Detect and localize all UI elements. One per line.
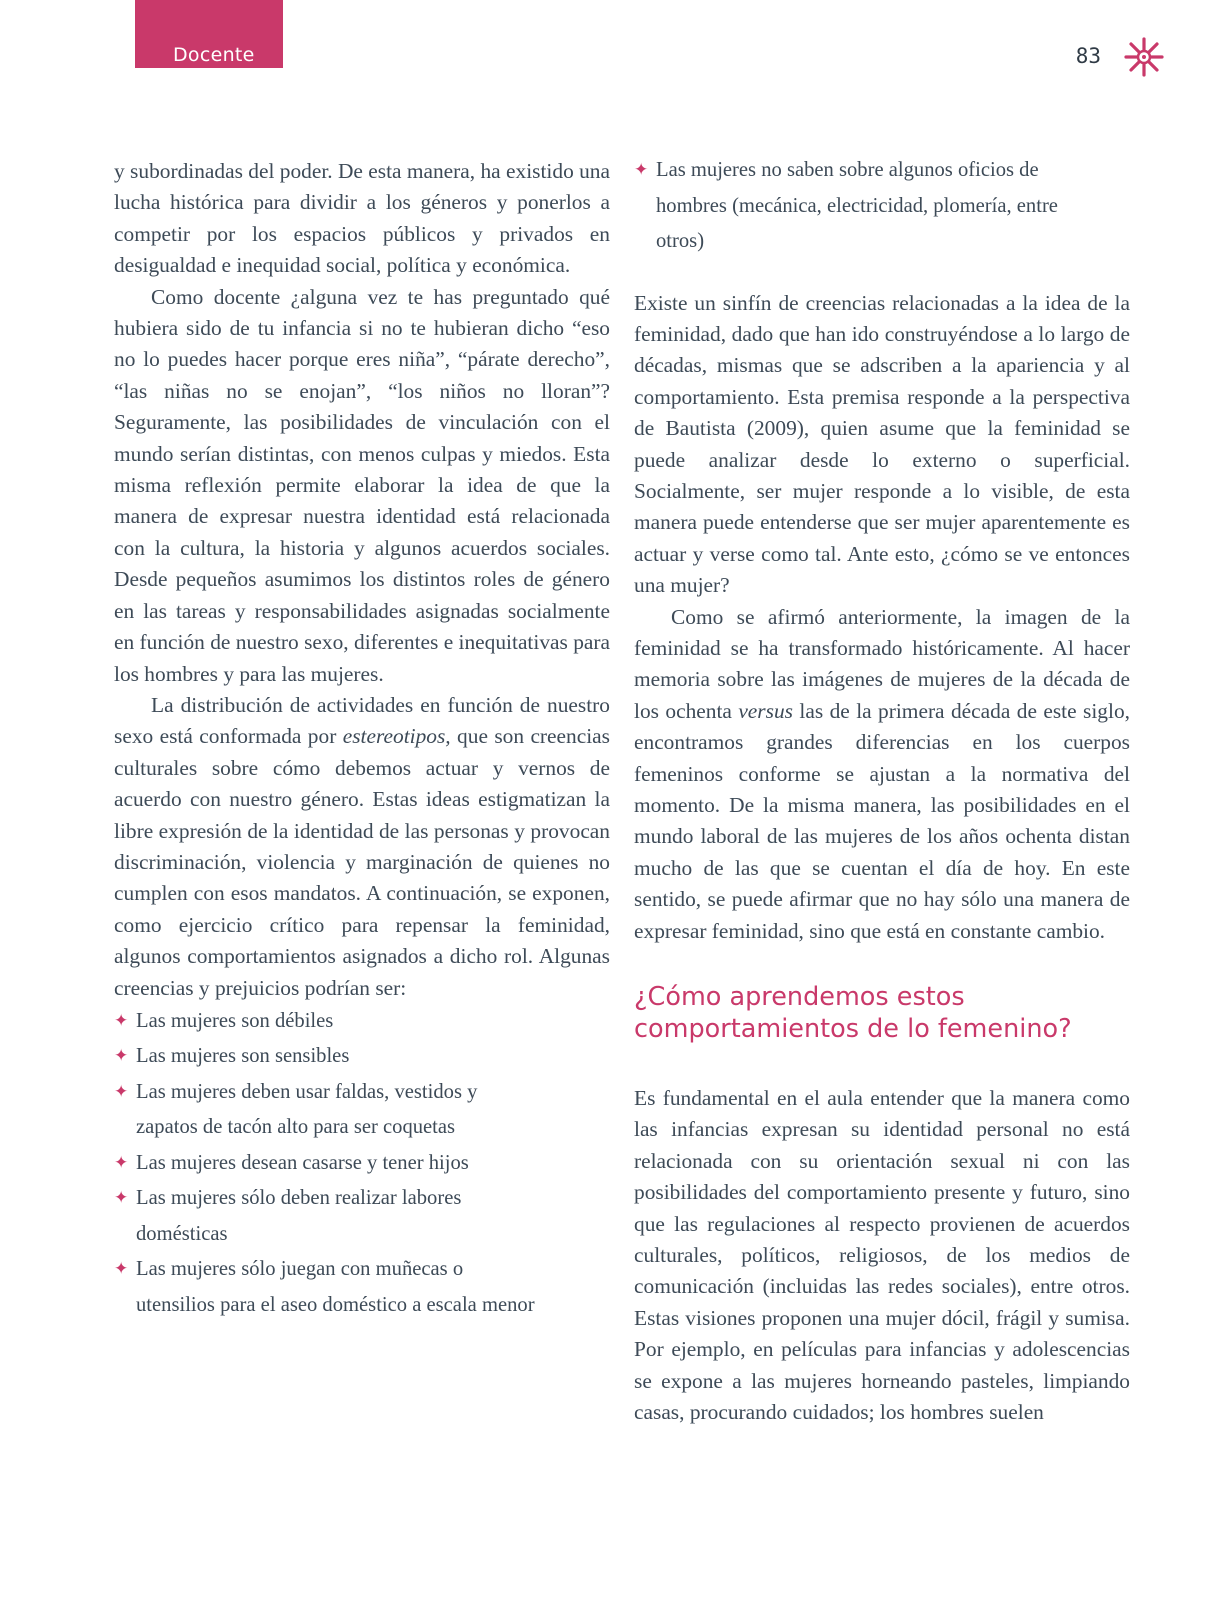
list-item-text: Las mujeres no saben sobre algunos oficios de hombres (mecánica, electricidad, plomería, entre otros) [656,159,1058,252]
section-tab [135,0,283,68]
emphasis-term: versus [738,698,793,723]
paragraph-text: que son creencias culturales sobre cómo debemos actuar y vernos de acuerdo con nuestro género. Estas ideas estigmatizan la libre expresión de la identidad de las personas y provocan discriminación, violencia y marginación de quienes no cumplen con esos mandatos. A continuación, se exponen, como ejercicio crítico para repensar la feminidad, algunos comportamientos asignados a dicho rol. Algunas creencias y prejuicios podrían ser: [114,724,610,1000]
bullet-icon: ✦ [634,160,649,180]
bullet-icon: ✦ [114,1188,129,1209]
list-item [114,1181,544,1252]
body-paragraph [634,602,1130,947]
body-paragraph: y subordinadas del poder. De esta manera, ha existido una lucha histórica para dividir a los géneros y ponerlos a competir por los espacios públicos y privados en desigualdad e inequidad social, política y económica. [114,159,610,278]
page-number: 83 [1075,44,1101,68]
right-column [634,153,1130,1429]
paragraph-text: La distribución de actividades en función de nuestro sexo está conformada por [114,692,610,749]
list-item [634,153,1064,260]
paragraph-text: Como se afirmó anteriormente, la imagen de la feminidad se ha transformado históricamente. Al hacer memoria sobre las imágenes de mujeres de la década de los ochenta [634,604,1130,723]
list-item-text: Las mujeres desean casarse y tener hijos [136,1151,469,1174]
body-paragraph: Existe un sinfín de creencias relacionadas a la idea de la feminidad, dado que han ido construyéndose a lo largo de décadas, mismas que se adscriben a la apariencia y al comportamiento. Esta premisa responde a la perspectiva de Bautista (2009), quien asume que la feminidad se puede analizar desde lo externo o superficial. Socialmente, ser mujer responde a lo visible, de esta manera puede entenderse que ser mujer aparentemente es actuar y verse como tal. Ante esto, ¿cómo se ve entonces una mujer? [634,290,1130,598]
bullet-icon: ✦ [114,1046,129,1067]
list-item-text: Las mujeres deben usar faldas, vestidos y zapatos de tacón alto para ser coquetas [136,1080,478,1139]
list-item-text: Las mujeres sólo juegan con muñecas o utensilios para el aseo doméstico a escala menor [136,1258,535,1316]
beliefs-list [114,1004,544,1324]
beliefs-list-continued [634,153,1064,260]
list-item [114,1075,544,1146]
list-item [114,1004,544,1040]
list-item [114,1252,544,1323]
list-item-text: Las mujeres sólo deben realizar labores domésticas [136,1187,462,1245]
bullet-icon: ✦ [114,1081,129,1102]
asterisk-flower-icon [1123,36,1165,78]
body-paragraph: Como docente ¿alguna vez te has preguntado qué hubiera sido de tu infancia si no te hubieran dicho “eso no lo puedes hacer porque eres niña”, “párate derecho”, “las niñas no se enojan”, “los niños no lloran”? Seguramente, las posibilidades de vinculación con el mundo serían distintas, con menos culpas y miedos. Esta misma reflexión permite elaborar la idea de que la manera de expresar nuestra identidad está relacionada con la cultura, la historia y algunos acuerdos sociales. Desde pequeños asumimos los distintos roles de género en las tareas y responsabilidades asignadas socialmente en función de nuestro sexo, diferentes e inequitativas para los hombres y para las mujeres. [114,284,610,686]
paragraph-text: las de la primera década de este siglo, encontramos grandes diferencias en los cuerpos femeninos conforme se ajustan a la normativa del momento. De la misma manera, las posibilidades en el mundo laboral de las mujeres de los años ochenta distan mucho de las que se cuentan el día de hoy. En este sentido, se puede afirmar que no hay sólo una manera de expresar feminidad, sino que está en constante cambio. [634,698,1130,943]
list-item [114,1146,544,1182]
bullet-icon: ✦ [114,1010,129,1031]
list-item-text: Las mujeres son débiles [136,1009,334,1032]
list-item-text: Las mujeres son sensibles [136,1045,350,1068]
bullet-icon: ✦ [114,1152,129,1173]
section-heading: ¿Cómo aprendemos estos comportamientos de lo femenino? [634,982,1072,1045]
list-item [114,1039,544,1075]
left-column [114,156,610,1323]
bullet-icon: ✦ [114,1259,129,1280]
emphasis-term: estereotipos, [342,724,451,749]
body-paragraph [114,690,610,1004]
section-tab-label: Docente [173,44,255,66]
body-paragraph: Es fundamental en el aula entender que la manera como las infancias expresan su identidad personal no está relacionada con su orientación sexual ni con las posibilidades del comportamiento presente y futuro, sino que las regulaciones al respecto provienen de acuerdos culturales, políticos, religiosos, de los medios de comunicación (incluidas las redes sociales), entre otros. Estas visiones proponen una mujer dócil, frágil y sumisa. Por ejemplo, en películas para infancias y adolescencias se expone a las mujeres horneando pasteles, limpiando casas, procurando cuidados; los hombres suelen [634,1086,1130,1425]
